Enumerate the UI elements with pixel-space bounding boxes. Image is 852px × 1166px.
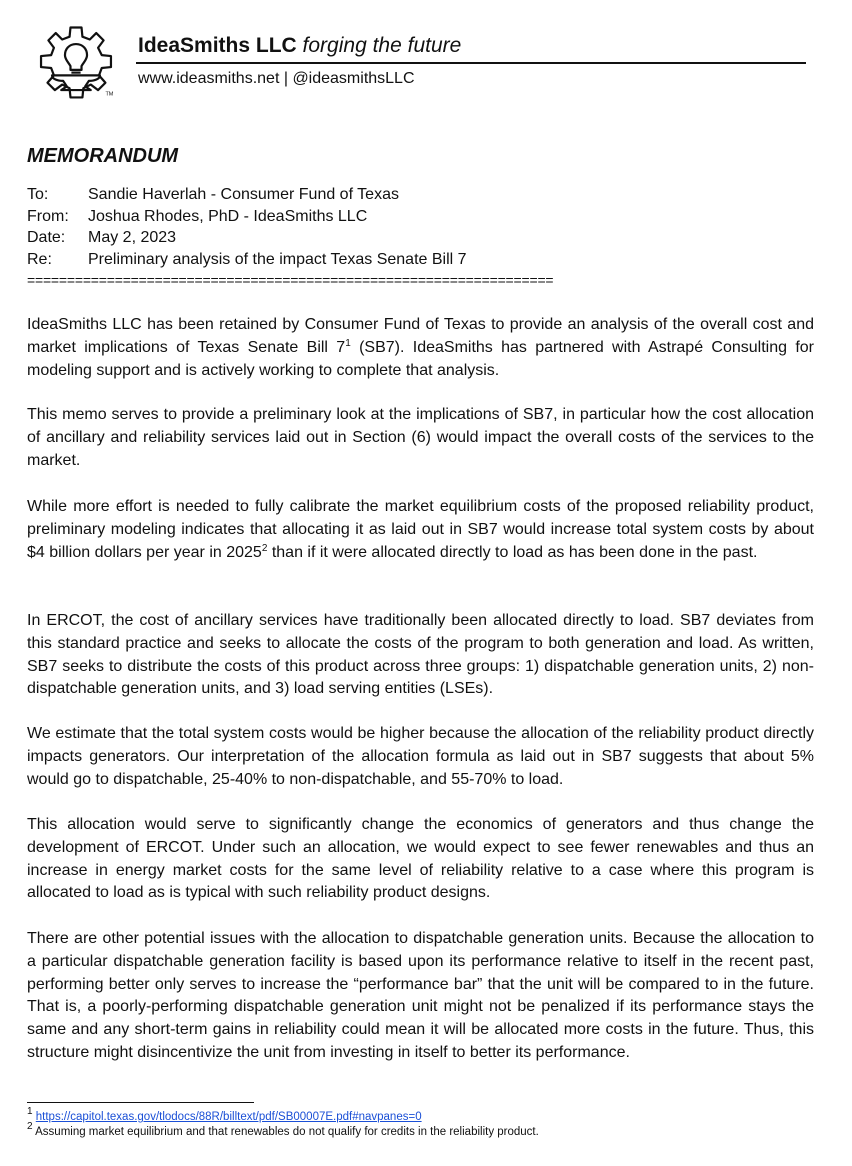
company-tagline: forging the future (302, 34, 462, 57)
memo-re-value: Preliminary analysis of the impact Texas Senate Bill 7 (88, 250, 467, 268)
footnote-1 (27, 1106, 539, 1125)
footnote-2 (27, 1121, 539, 1140)
svg-text:TM: TM (105, 91, 114, 98)
paragraph-1-text-a: IdeaSmiths LLC has been retained by Consumer Fund of Texas to provide an analysis of the overall cost and market implications of Texas Senate Bill 7 (27, 316, 814, 356)
footnote-rule (27, 1102, 254, 1103)
paragraph-6: This allocation would serve to significantly change the economics of generators and thus change the development of ERCOT. Under such an allocation, we would expect to see fewer renewables and thus an increase in energy market costs for the same level of reliability relative to a case where this program is allocated to load as is typical with such reliability product designs. (27, 816, 814, 902)
memo-from-row (27, 206, 467, 228)
memo-from-label: From: (27, 207, 69, 225)
memo-to-label: To: (27, 186, 49, 203)
footnote-2-text: Assuming market equilibrium and that renewables do not qualify for credits in the reliability product. (32, 1126, 539, 1138)
memo-to-value: Sandie Haverlah - Consumer Fund of Texas (88, 186, 399, 203)
letterhead (30, 22, 810, 117)
memo-re-row (27, 249, 467, 271)
paragraph-3-text-a: While more effort is needed to fully calibrate the market equilibrium costs of the proposed reliability product, preliminary modeling indicates that allocating it as laid out in SB7 would increase total system costs by about $4 billion dollars per year in 2025 (27, 498, 814, 561)
paragraph-2: This memo serves to provide a preliminary look at the implications of SB7, in particular how the cost allocation of ancillary and reliability services laid out in Section (6) would impact the overall costs of the services to the market. (27, 406, 814, 469)
memo-date-row (27, 227, 467, 249)
memo-date-label: Date: (27, 229, 66, 246)
header-separator: ================================================================== (27, 272, 554, 288)
company-name: IdeaSmiths LLC (138, 34, 297, 57)
footnote-1-marker: 1 (27, 1106, 33, 1117)
memo-to-row (27, 184, 467, 206)
company-line (138, 34, 461, 58)
contact-info: www.ideasmiths.net | @ideasmithsLLC (138, 70, 415, 87)
gear-anvil-lightbulb-logo (30, 22, 122, 114)
footnotes (27, 1106, 539, 1140)
paragraph-3-text-b: than if it were allocated directly to load as has been done in the past. (267, 543, 758, 561)
memo-from-value: Joshua Rhodes, PhD - IdeaSmiths LLC (88, 207, 368, 225)
paragraph-4: In ERCOT, the cost of ancillary services have traditionally been allocated directly to load. SB7 deviates from this standard practice and seeks to allocate the costs of the program to both generation and load. As written, SB7 seeks to distribute the costs of this product across three groups: 1) dispatchable generation units, 2) non-dispatchable generation units, and 3) load serving entities (LSEs). (27, 612, 814, 698)
paragraph-7: There are other potential issues with the allocation to dispatchable generation units. Because the allocation to a particular dispatchable generation facility is based upon its performance relative to itself in the recent past, performing better only serves to increase the “performance bar” that the unit will be compared to in the future. That is, a poorly-performing dispatchable generation unit might not be penalized if its performance stays the same and any short-term gains in reliability could mean it will be allocated more costs in the future. Thus, this structure might disincentivize the unit from investing in itself to better its performance. (27, 930, 814, 1061)
paragraph-5: We estimate that the total system costs would be higher because the allocation of the reliability product directly impacts generators. Our interpretation of the allocation formula as laid out in SB7 suggests that about 5% would go to dispatchable, 25-40% to non-dispatchable, and 55-70% to load. (27, 725, 814, 788)
paragraph-1 (27, 314, 814, 382)
memo-header (27, 184, 467, 270)
memo-date-value: May 2, 2023 (88, 229, 177, 246)
footnote-1-link[interactable]: https://capitol.texas.gov/tlodocs/88R/billtext/pdf/SB00007E.pdf#navpanes=0 (35, 1111, 422, 1123)
footnote-2-marker: 2 (27, 1121, 33, 1132)
paragraph-1-text-b: (SB7). IdeaSmiths has partnered with Astrapé Consulting for modeling support and is actively working to complete that analysis. (27, 338, 815, 379)
paragraph-3 (27, 496, 814, 564)
memo-title: MEMORANDUM (27, 145, 179, 167)
letterhead-rule (136, 62, 806, 64)
footnote-ref-2[interactable]: 2 (261, 542, 268, 554)
footnote-ref-1[interactable]: 1 (345, 337, 351, 349)
memo-re-label: Re: (27, 250, 52, 268)
